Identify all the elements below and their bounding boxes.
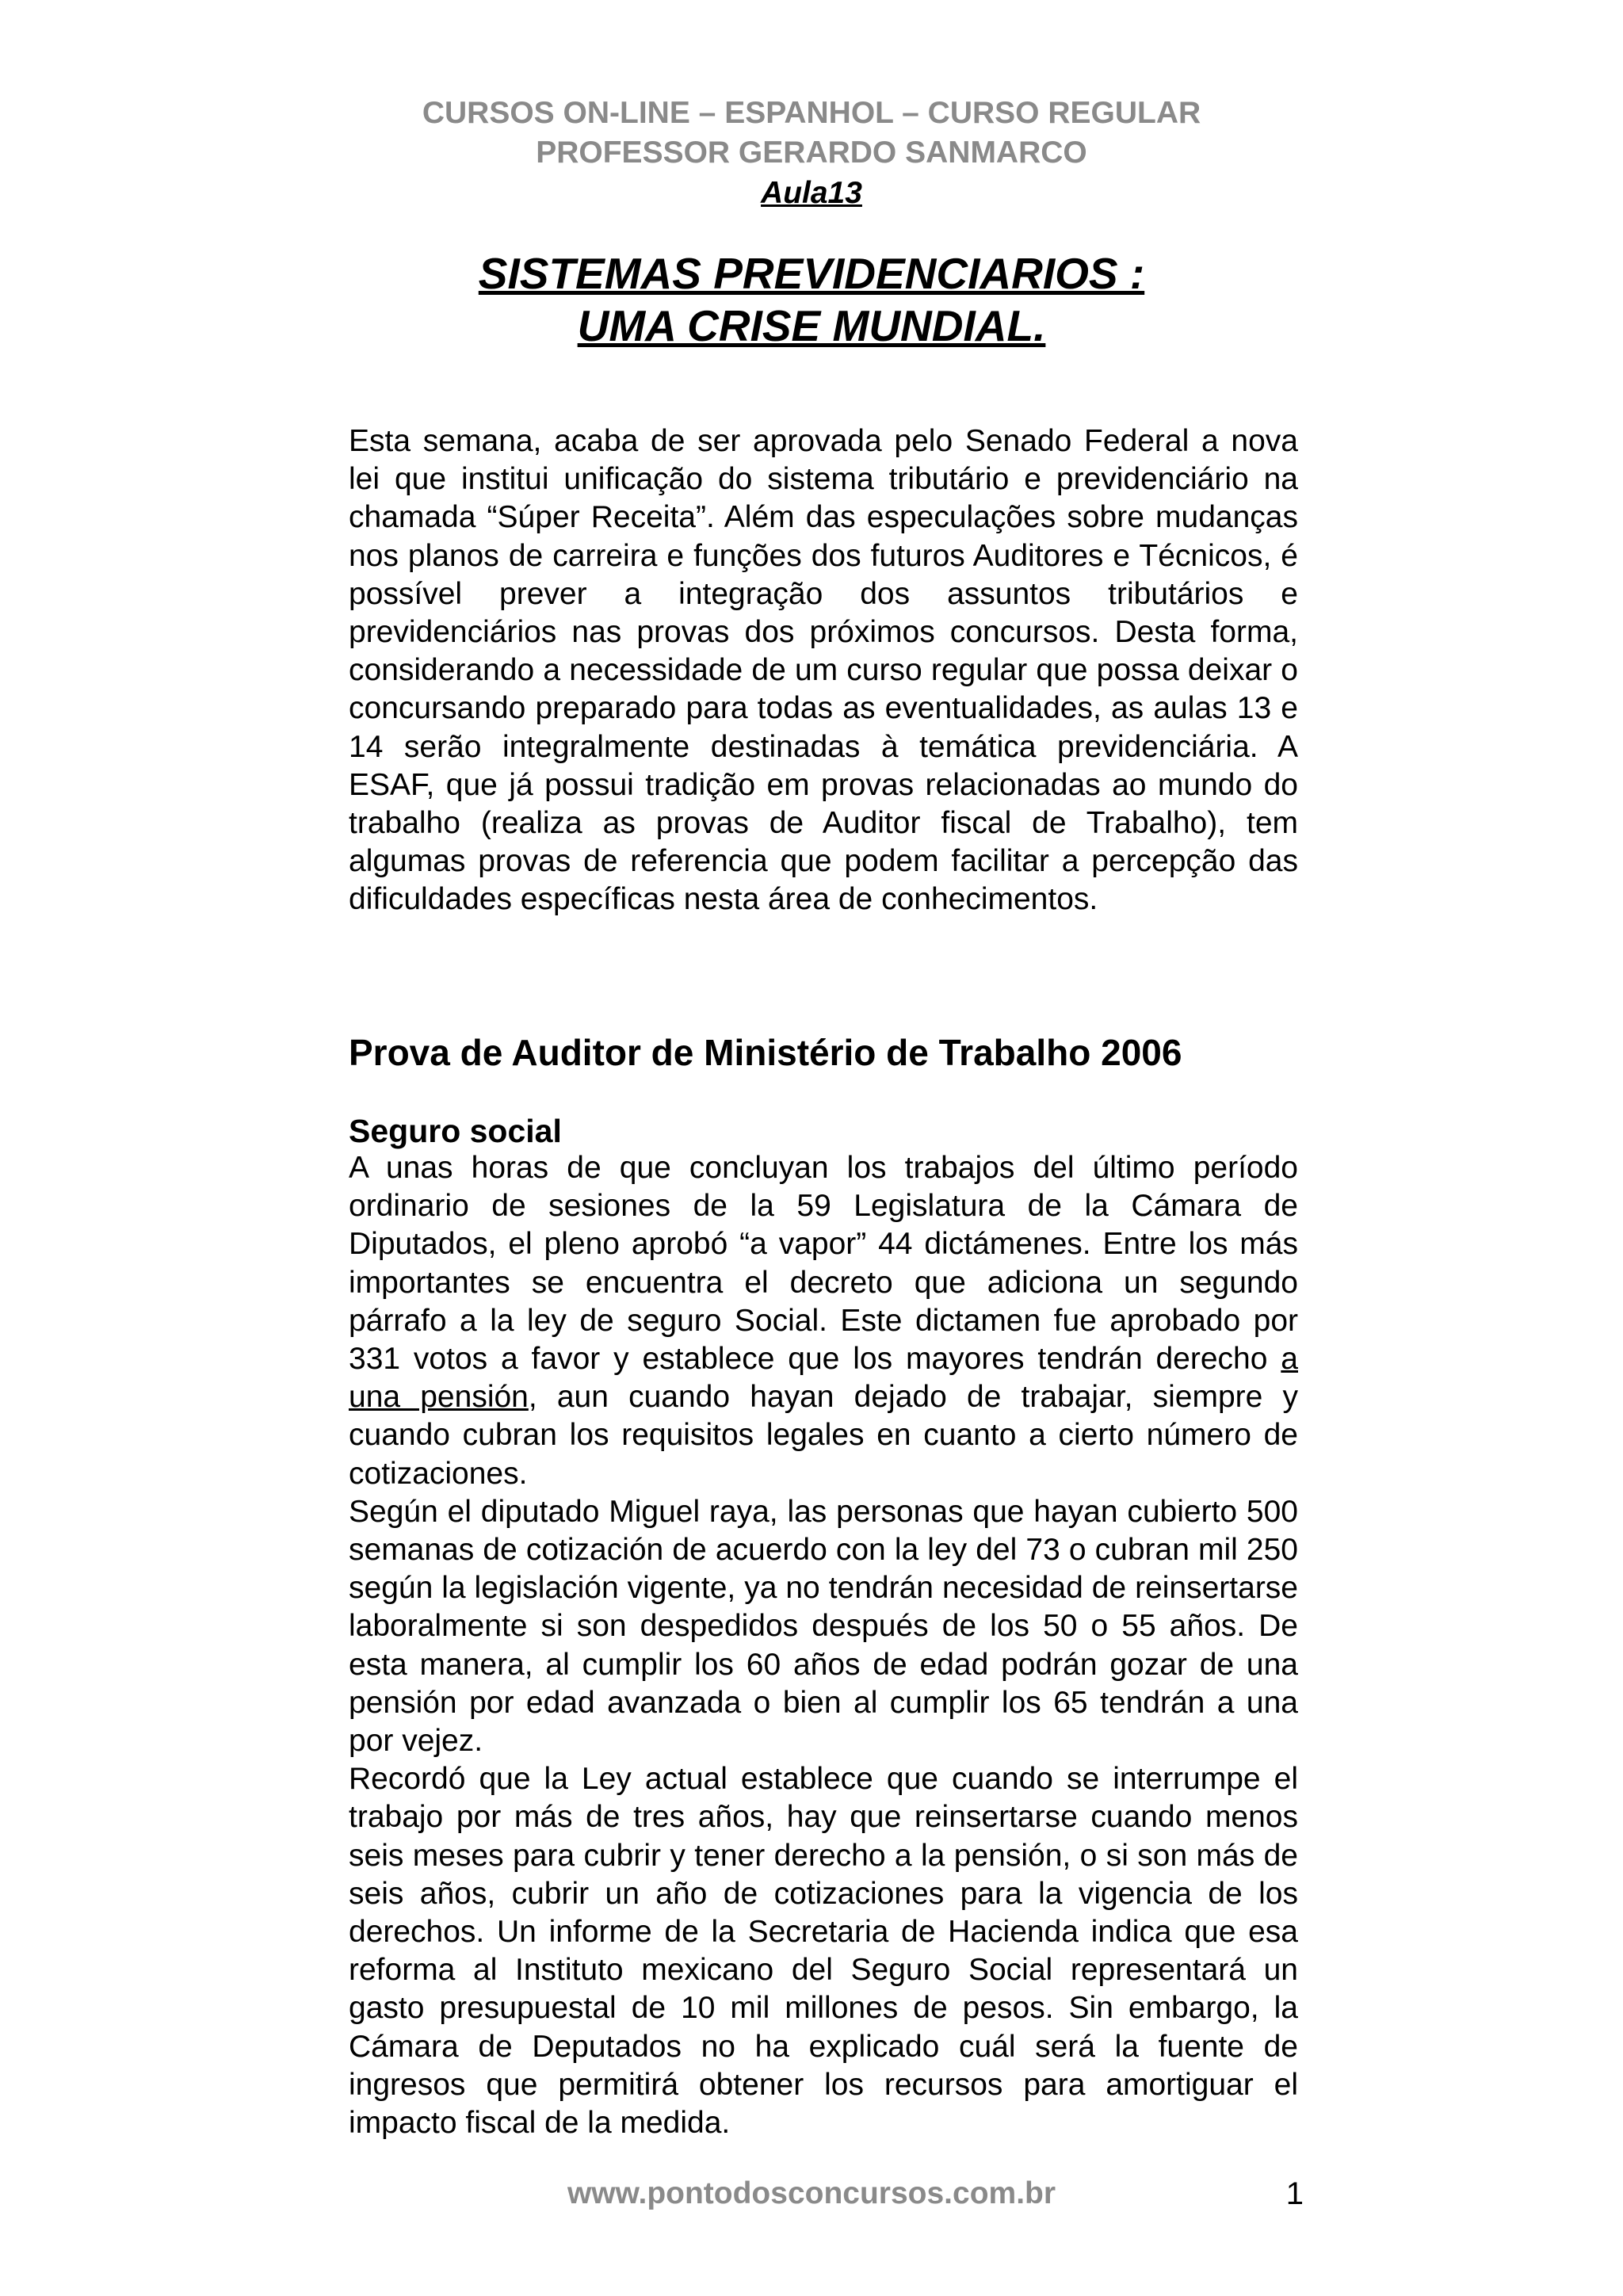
paragraph-1-text-start: A unas horas de que concluyan los trabajos del último período ordinario de sesiones de la 59 Legislatura de la Cámara de Diputados, el pleno aprobó “a vapor” 44 dictámenes. Entre los más importantes se encuentra el decreto que adiciona un segundo párrafo a la ley de seguro Social. Este dictamen fue aprobado por 331 votos a favor y establece que los mayores tendrán derecho — [349, 1151, 1298, 1377]
professor-name: PROFESSOR GERARDO SANMARCO — [536, 136, 1087, 170]
page-header — [0, 94, 1623, 214]
article-body — [349, 1149, 1298, 2142]
intro-paragraph: Esta semana, acaba de ser aprovada pelo Senado Federal a nova lei que institui unificação do sistema tributário e previdenciário na chamada “Súper Receita”. Além das especulações sobre mudanças nos planos de carreira e funções dos futuros Auditores e Técnicos, é possível prever a integração dos assuntos tributários e previdenciários nas provas dos próximos concursos. Desta forma, considerando a necessidade de um curso regular que possa deixar o concursando preparado para todas as eventualidades, as aulas 13 e 14 serão integralmente destinadas à temática previdenciária. A ESAF, que já possui tradição em provas relacionadas ao mundo do trabalho (realiza as provas de Auditor fiscal de Trabalho), tem algumas provas de referencia que podem facilitar a percepção das dificuldades específicas nesta área de conhecimentos. — [349, 424, 1298, 917]
footer-url: www.pontodosconcursos.com.br — [567, 2176, 1056, 2210]
article-paragraph-3: Recordó que la Ley actual establece que cuando se interrumpe el trabajo por más de tres años, hay que reinsertarse cuando menos seis meses para cubrir y tener derecho a la pensión, o si son más de seis años, cubrir un año de cotizaciones para la vigencia de los derechos. Un informe de la Secretaria de Hacienda indica que esa reforma al Instituto mexicano del Seguro Social representará un gasto presupuestal de 10 mil millones de pesos. Sin embargo, la Cámara de Deputados no ha explicado cuál será la fuente de ingresos que permitirá obtener los recursos para amortiguar el impacto fiscal de la medida. — [349, 1762, 1298, 2141]
title-line-2: UMA CRISE MUNDIAL. — [577, 301, 1046, 350]
section-heading: Prova de Auditor de Ministério de Trabalho 2006 — [349, 1032, 1182, 1073]
paragraph-1-text-end: , aun cuando hayan dejado de trabajar, siempre y cuando cubran los requisitos legales en cuanto a cierto número de cotizaciones. — [349, 1380, 1298, 1491]
article-paragraph-2: Según el diputado Miguel raya, las personas que hayan cubierto 500 semanas de cotización de acuerdo con la ley del 73 o cubran mil 250 según la legislación vigente, ya no tendrán necesidad de reinsertarse laboralmente si son despedidos después de los 50 o 55 años. De esta manera, al cumplir los 60 años de edad podrán gozar de una pensión por edad avanzada o bien al cumplir los 65 tendrán a una por vejez. — [349, 1494, 1298, 1759]
page-number: 1 — [1285, 2176, 1304, 2211]
subheading: Seguro social — [349, 1113, 562, 1149]
article-paragraph-1 — [349, 1149, 1298, 1493]
course-title: CURSOS ON-LINE – ESPANHOL – CURSO REGULAR — [422, 96, 1201, 130]
document-title — [0, 247, 1623, 352]
title-line-1: SISTEMAS PREVIDENCIARIOS : — [478, 249, 1145, 298]
underlined-phrase: a una pensión — [349, 1342, 1298, 1415]
lesson-label: Aula13 — [761, 176, 862, 210]
